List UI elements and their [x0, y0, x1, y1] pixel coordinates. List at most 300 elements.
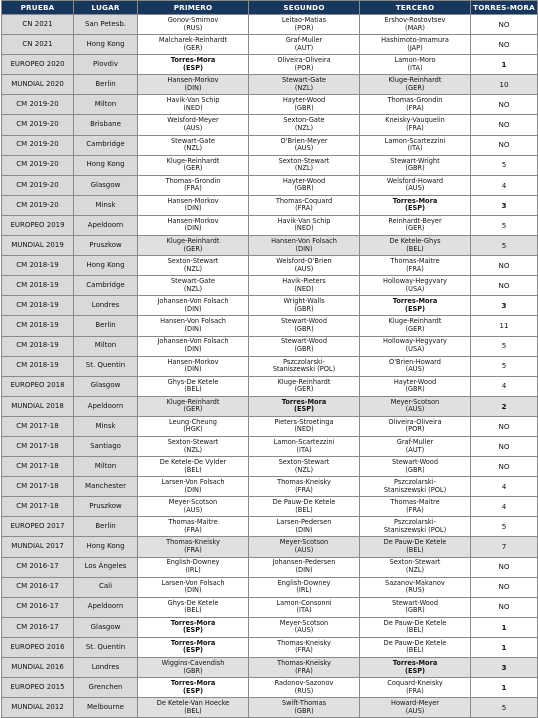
team-country: (IRL): [185, 566, 201, 575]
cell-tercero: [360, 276, 471, 296]
cell-prueba: CM 2017-18: [2, 477, 74, 497]
team-name: Kluge-Reinhardt: [166, 236, 220, 245]
team-name: O'Brien-Meyer: [280, 136, 328, 145]
team-country: (ESP): [182, 646, 204, 655]
cell-segundo: [249, 316, 360, 336]
team-country: (FRA): [184, 545, 202, 554]
team-name: Stewart-Wright: [390, 156, 440, 165]
team-name: Pszczolarski-: [394, 518, 436, 527]
cell-prueba: CM 2019-20: [2, 135, 74, 155]
team-country: (GER): [405, 224, 425, 233]
team-country: (DIN): [184, 586, 202, 595]
team-name: De Ketele-Van Hoecke: [156, 699, 230, 708]
cell-tercero: [360, 396, 471, 416]
cell-prueba: CM 2019-20: [2, 155, 74, 175]
cell-tercero: [360, 356, 471, 376]
table-row: [2, 195, 538, 215]
cell-segundo: [249, 15, 360, 35]
cell-segundo: [249, 256, 360, 276]
cell-lugar: Londres: [74, 658, 138, 678]
cell-lugar: Pruszkow: [74, 236, 138, 256]
table-row: [2, 637, 538, 657]
header-primero: PRIMERO: [138, 1, 249, 15]
table-row: [2, 617, 538, 637]
team-country: (ITA): [407, 144, 423, 153]
cell-tercero: [360, 115, 471, 135]
cell-segundo: [249, 35, 360, 55]
table-row: [2, 698, 538, 718]
team-name: Swift-Thomas: [281, 699, 327, 708]
team-name: Gonov-Smirnov: [167, 15, 219, 24]
team-name: Thomas-Kneisky: [277, 638, 331, 647]
table-row: [2, 236, 538, 256]
cell-primero: [138, 15, 249, 35]
cell-lugar: Londres: [74, 296, 138, 316]
table-row: [2, 517, 538, 537]
team-country: (NED): [294, 284, 314, 293]
table-row: [2, 577, 538, 597]
cell-torres-mora: 2: [471, 396, 538, 416]
cell-prueba: CM 2016-17: [2, 557, 74, 577]
cell-segundo: [249, 396, 360, 416]
cell-lugar: Cali: [74, 577, 138, 597]
cell-tercero: [360, 256, 471, 276]
table-row: [2, 296, 538, 316]
team-name: Hayter-Wood: [282, 96, 326, 105]
cell-torres-mora: 4: [471, 477, 538, 497]
cell-torres-mora: 4: [471, 175, 538, 195]
cell-lugar: St. Quentin: [74, 356, 138, 376]
cell-primero: [138, 356, 249, 376]
team-name: De Pauw-De Ketele: [272, 498, 336, 507]
team-name: Hashimoto-Imamura: [381, 36, 449, 45]
team-name: Holloway-Hegyvary: [383, 277, 447, 286]
team-country: (AUS): [183, 124, 203, 133]
table-row: [2, 497, 538, 517]
cell-prueba: MUNDIAL 2016: [2, 658, 74, 678]
team-country: (ITA): [296, 606, 312, 615]
team-name: Lamon-Scartezzini: [384, 136, 446, 145]
team-country: (AUS): [294, 626, 314, 635]
team-country: Staniszewski (POL): [272, 365, 336, 374]
cell-lugar: Minsk: [74, 416, 138, 436]
team-country: (GBR): [405, 465, 425, 474]
team-country: (DIN): [184, 485, 202, 494]
cell-segundo: [249, 356, 360, 376]
cell-lugar: Hong Kong: [74, 256, 138, 276]
cell-torres-mora: 3: [471, 195, 538, 215]
cell-prueba: CM 2017-18: [2, 436, 74, 456]
table-row: [2, 55, 538, 75]
team-country: (AUS): [183, 505, 203, 514]
team-country: (ESP): [182, 626, 204, 635]
team-name: Stewart-Gate: [282, 76, 326, 85]
team-country: (BEL): [184, 706, 202, 715]
cell-lugar: Apeldoorn: [74, 396, 138, 416]
cell-primero: [138, 55, 249, 75]
cell-segundo: [249, 175, 360, 195]
team-name: Meyer-Scotson: [168, 498, 218, 507]
team-name: Stewart-Gate: [171, 277, 215, 286]
team-name: Leitao-Matias: [281, 15, 327, 24]
cell-segundo: [249, 557, 360, 577]
team-name: Graf-Muller: [396, 437, 434, 446]
table-row: [2, 537, 538, 557]
team-country: (AUT): [294, 43, 314, 52]
team-name: Hansen-Morkov: [167, 76, 219, 85]
team-country: (AUS): [405, 405, 425, 414]
team-name: Thomas-Grondin: [387, 96, 443, 105]
cell-tercero: [360, 75, 471, 95]
cell-torres-mora: 5: [471, 517, 538, 537]
cell-torres-mora: 4: [471, 376, 538, 396]
cell-tercero: [360, 436, 471, 456]
cell-primero: [138, 195, 249, 215]
team-country: (FRA): [406, 264, 424, 273]
cell-tercero: [360, 497, 471, 517]
team-country: (USA): [405, 284, 425, 293]
team-name: Holloway-Hegyvary: [383, 337, 447, 346]
table-row: [2, 416, 538, 436]
cell-primero: [138, 597, 249, 617]
team-name: Lamon-Consonni: [276, 598, 332, 607]
cell-lugar: Minsk: [74, 195, 138, 215]
table-row: [2, 436, 538, 456]
cell-primero: [138, 637, 249, 657]
table-row: [2, 477, 538, 497]
cell-prueba: CM 2018-19: [2, 276, 74, 296]
cell-lugar: Apeldoorn: [74, 597, 138, 617]
cell-tercero: [360, 15, 471, 35]
team-name: Johansen-Pedersen: [272, 558, 336, 567]
team-name: Malcharek-Reinhardt: [158, 36, 228, 45]
team-country: (GBR): [183, 666, 203, 675]
cell-primero: [138, 316, 249, 336]
cell-prueba: CM 2019-20: [2, 95, 74, 115]
team-country: (GER): [405, 83, 425, 92]
cell-primero: [138, 376, 249, 396]
cell-tercero: [360, 577, 471, 597]
cell-torres-mora: NO: [471, 135, 538, 155]
team-name: Hansen-Von Folsach: [271, 236, 337, 245]
team-country: (DIN): [295, 525, 313, 534]
team-country: (FRA): [406, 505, 424, 514]
cell-torres-mora: 4: [471, 497, 538, 517]
team-country: (NZL): [183, 284, 203, 293]
team-name: Havik-Van Schip: [277, 216, 331, 225]
cell-primero: [138, 678, 249, 698]
team-country: (DIN): [295, 244, 313, 253]
team-name: Thomas-Maitre: [390, 498, 440, 507]
team-country: (FRA): [184, 525, 202, 534]
cell-prueba: CM 2017-18: [2, 497, 74, 517]
cell-torres-mora: NO: [471, 15, 538, 35]
cell-torres-mora: 11: [471, 316, 538, 336]
team-name: Hansen-Morkov: [167, 357, 219, 366]
cell-tercero: [360, 517, 471, 537]
team-name: Coquard-Kneisky: [387, 679, 443, 688]
team-name: Leung-Cheung: [169, 417, 217, 426]
cell-segundo: [249, 637, 360, 657]
cell-tercero: [360, 658, 471, 678]
cell-lugar: Los Ángeles: [74, 557, 138, 577]
team-country: (ESP): [404, 204, 426, 213]
team-name: Pszczolarski-: [394, 478, 436, 487]
team-name: Kluge-Reinhardt: [166, 397, 220, 406]
cell-segundo: [249, 55, 360, 75]
team-name: English-Downey: [277, 578, 331, 587]
cell-lugar: Berlin: [74, 75, 138, 95]
cell-lugar: Apeldoorn: [74, 215, 138, 235]
cell-segundo: [249, 376, 360, 396]
team-name: Hayter-Wood: [282, 176, 326, 185]
team-name: Stewart-Wood: [280, 317, 328, 326]
team-country: (DIN): [295, 566, 313, 575]
cell-prueba: MUNDIAL 2012: [2, 698, 74, 718]
cell-segundo: [249, 537, 360, 557]
cell-tercero: [360, 617, 471, 637]
team-country: (ITA): [296, 445, 312, 454]
team-country: (GER): [294, 385, 314, 394]
team-name: Kluge-Reinhardt: [166, 156, 220, 165]
team-country: (NZL): [294, 164, 314, 173]
team-country: (AUS): [294, 144, 314, 153]
team-country: (GBR): [405, 164, 425, 173]
team-name: Kluge-Reinhardt: [388, 317, 442, 326]
team-name: Sexton-Stewart: [389, 558, 441, 567]
table-row: [2, 396, 538, 416]
team-country: (FRA): [295, 646, 313, 655]
cell-torres-mora: 3: [471, 296, 538, 316]
team-country: (AUS): [294, 264, 314, 273]
team-country: (BEL): [184, 606, 202, 615]
team-name: De Ketele-De Vylder: [159, 458, 227, 467]
header-prueba: PRUEBA: [2, 1, 74, 15]
cell-segundo: [249, 577, 360, 597]
cell-lugar: Hong Kong: [74, 537, 138, 557]
team-name: Welsford-Meyer: [167, 116, 219, 125]
team-name: Oliveira-Oliveira: [277, 56, 331, 65]
cell-prueba: CM 2018-19: [2, 316, 74, 336]
cell-prueba: EUROPEO 2019: [2, 215, 74, 235]
cell-lugar: Berlin: [74, 316, 138, 336]
cell-lugar: Berlin: [74, 517, 138, 537]
team-name: Sazanov-Makanov: [385, 578, 445, 587]
cell-lugar: Glasgow: [74, 376, 138, 396]
team-country: (NED): [294, 425, 314, 434]
cell-lugar: Santiago: [74, 436, 138, 456]
team-name: Ghys-De Ketele: [167, 377, 219, 386]
cell-segundo: [249, 115, 360, 135]
cell-primero: [138, 396, 249, 416]
table-row: [2, 256, 538, 276]
cell-torres-mora: NO: [471, 597, 538, 617]
cell-primero: [138, 35, 249, 55]
team-country: (DIN): [184, 345, 202, 354]
team-name: Sexton-Stewart: [167, 257, 219, 266]
team-name: Larsen-Von Folsach: [161, 478, 225, 487]
cell-prueba: EUROPEO 2017: [2, 517, 74, 537]
team-country: (ESP): [182, 686, 204, 695]
team-name: Torres-Mora: [392, 297, 438, 306]
cell-primero: [138, 557, 249, 577]
team-country: (JAP): [407, 43, 423, 52]
team-country: (NZL): [405, 566, 425, 575]
team-name: Hansen-Morkov: [167, 196, 219, 205]
cell-lugar: Milton: [74, 95, 138, 115]
cell-torres-mora: NO: [471, 436, 538, 456]
team-name: Sexton-Gate: [283, 116, 325, 125]
team-name: De Pauw-De Ketele: [383, 618, 447, 627]
team-country: (DIN): [184, 83, 202, 92]
cell-tercero: [360, 597, 471, 617]
cell-segundo: [249, 195, 360, 215]
team-name: Torres-Mora: [170, 638, 216, 647]
cell-primero: [138, 497, 249, 517]
cell-prueba: CM 2016-17: [2, 617, 74, 637]
cell-prueba: CN 2021: [2, 15, 74, 35]
team-country: (IRL): [296, 586, 312, 595]
cell-primero: [138, 256, 249, 276]
cell-torres-mora: 1: [471, 637, 538, 657]
cell-segundo: [249, 658, 360, 678]
team-name: Oliveira-Oliveira: [388, 417, 442, 426]
cell-prueba: CM 2019-20: [2, 195, 74, 215]
team-name: Stewart-Gate: [171, 136, 215, 145]
cell-tercero: [360, 55, 471, 75]
team-name: Torres-Mora: [392, 196, 438, 205]
cell-prueba: CM 2018-19: [2, 296, 74, 316]
cell-primero: [138, 537, 249, 557]
team-country: (DIN): [184, 365, 202, 374]
team-country: Staniszewski (POL): [383, 525, 447, 534]
cell-lugar: Grenchen: [74, 678, 138, 698]
team-country: (BEL): [184, 385, 202, 394]
team-country: (FRA): [406, 686, 424, 695]
cell-tercero: [360, 678, 471, 698]
cell-tercero: [360, 637, 471, 657]
team-country: (BEL): [406, 626, 424, 635]
team-country: (FRA): [295, 666, 313, 675]
cell-prueba: CM 2016-17: [2, 577, 74, 597]
cell-torres-mora: 5: [471, 215, 538, 235]
team-country: (FRA): [184, 184, 202, 193]
team-country: (NZL): [294, 124, 314, 133]
team-name: De Pauw-De Ketele: [383, 638, 447, 647]
team-country: (GBR): [294, 103, 314, 112]
team-country: (RUS): [183, 23, 203, 32]
cell-torres-mora: 5: [471, 698, 538, 718]
team-country: (POR): [294, 63, 314, 72]
cell-tercero: [360, 135, 471, 155]
table-row: [2, 336, 538, 356]
team-name: Howard-Meyer: [390, 699, 439, 708]
cell-segundo: [249, 155, 360, 175]
team-name: Meyer-Scotson: [279, 538, 329, 547]
table-row: [2, 115, 538, 135]
cell-torres-mora: NO: [471, 115, 538, 135]
cell-torres-mora: 3: [471, 658, 538, 678]
cell-tercero: [360, 195, 471, 215]
team-country: (GBR): [294, 304, 314, 313]
cell-tercero: [360, 296, 471, 316]
team-name: Kluge-Reinhardt: [388, 76, 442, 85]
cell-primero: [138, 75, 249, 95]
cell-prueba: CM 2017-18: [2, 416, 74, 436]
cell-lugar: Manchester: [74, 477, 138, 497]
team-name: Kluge-Reinhardt: [277, 377, 331, 386]
team-name: Sexton-Stewart: [167, 437, 219, 446]
cell-prueba: CM 2017-18: [2, 457, 74, 477]
team-country: (ESP): [182, 63, 204, 72]
cell-torres-mora: 5: [471, 336, 538, 356]
cell-lugar: Hong Kong: [74, 35, 138, 55]
cell-tercero: [360, 698, 471, 718]
cell-prueba: CM 2018-19: [2, 256, 74, 276]
cell-prueba: CM 2016-17: [2, 597, 74, 617]
team-country: (BEL): [406, 545, 424, 554]
cell-lugar: Hong Kong: [74, 155, 138, 175]
cell-torres-mora: 5: [471, 356, 538, 376]
team-name: Ghys-De Ketele: [167, 598, 219, 607]
cell-prueba: EUROPEO 2015: [2, 678, 74, 698]
team-country: (DIN): [184, 324, 202, 333]
cell-torres-mora: NO: [471, 577, 538, 597]
team-country: (NZL): [183, 144, 203, 153]
team-country: (MAR): [405, 23, 425, 32]
cell-tercero: [360, 416, 471, 436]
cell-tercero: [360, 35, 471, 55]
cell-segundo: [249, 597, 360, 617]
cell-segundo: [249, 336, 360, 356]
team-name: Torres-Mora: [281, 397, 327, 406]
team-country: (NED): [183, 103, 203, 112]
team-country: (POR): [294, 23, 314, 32]
team-name: Ershov-Rostovtsev: [384, 15, 446, 24]
team-country: (AUS): [405, 184, 425, 193]
team-name: Meyer-Scotson: [390, 397, 440, 406]
cell-primero: [138, 336, 249, 356]
header-segundo: SEGUNDO: [249, 1, 360, 15]
cell-lugar: St. Quentin: [74, 637, 138, 657]
table-row: [2, 557, 538, 577]
team-country: (NZL): [294, 83, 314, 92]
cell-primero: [138, 457, 249, 477]
team-name: Larsen-Pedersen: [276, 518, 332, 527]
cell-tercero: [360, 236, 471, 256]
table-row: [2, 376, 538, 396]
team-name: Johansen-Von Folsach: [157, 297, 229, 306]
team-country: (NZL): [294, 465, 314, 474]
cell-tercero: [360, 336, 471, 356]
cell-prueba: MUNDIAL 2019: [2, 236, 74, 256]
team-country: (AUT): [405, 445, 425, 454]
team-name: Kneisky-Vauquelin: [385, 116, 445, 125]
table-row: [2, 276, 538, 296]
team-country: (NED): [294, 224, 314, 233]
cell-prueba: EUROPEO 2020: [2, 55, 74, 75]
cell-lugar: Milton: [74, 457, 138, 477]
table-row: [2, 356, 538, 376]
cell-primero: [138, 477, 249, 497]
cell-segundo: [249, 236, 360, 256]
team-name: Sexton-Stewart: [278, 458, 330, 467]
team-country: (DIN): [184, 224, 202, 233]
team-country: (ESP): [404, 666, 426, 675]
team-name: De Pauw-De Ketele: [383, 538, 447, 547]
team-name: Hansen-Morkov: [167, 216, 219, 225]
team-country: (NZL): [183, 445, 203, 454]
